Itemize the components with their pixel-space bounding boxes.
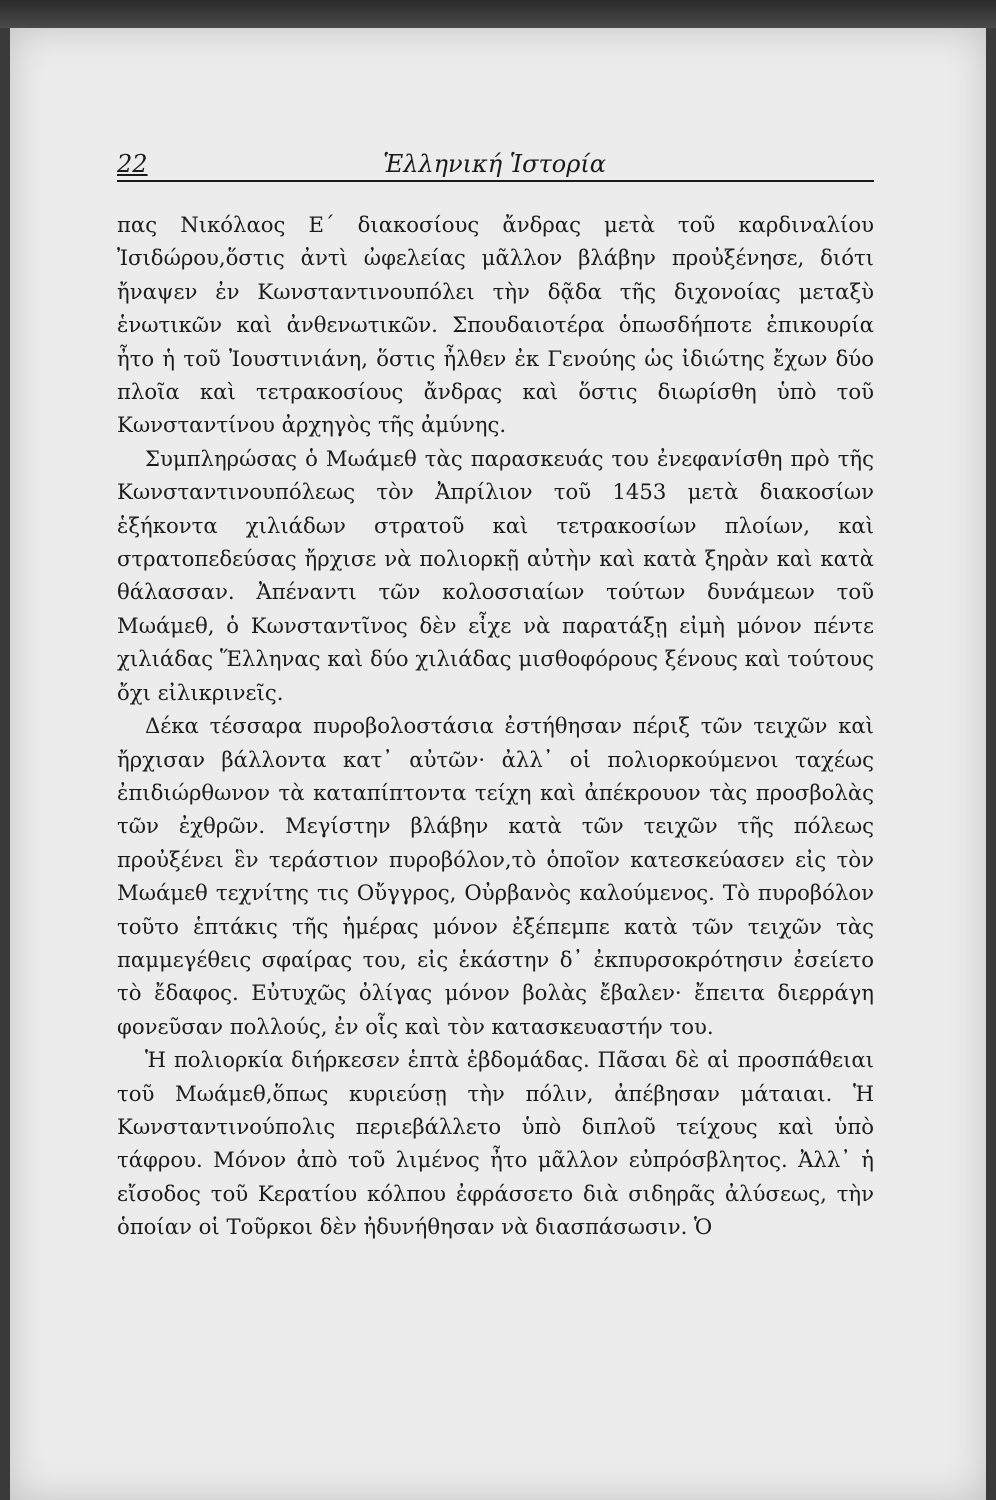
paragraph-2: Συμπληρώσας ὁ Μωάμεθ τὰς παρασκευάς του ἐνεφανίσθη πρὸ τῆς Κωνσταντινουπόλεως τὸν Ἀπρίλιον τοῦ 1453 μετὰ διακοσίων ἑξήκοντα χιλιάδων στρατοῦ καὶ τετρακοσίων πλοίων, καὶ στρατοπεδεύσας ἤρχισε νὰ πολιορκῇ αὐτὴν καὶ κατὰ ξηρὰν καὶ κατὰ θάλασσαν. Ἀπέναντι τῶν κολοσσιαίων τούτων δυνάμεων τοῦ Μωάμεθ, ὁ Κωνσταντῖνος δὲν εἶχε νὰ παρατάξῃ εἰμὴ μόνον πέντε χιλιάδας Ἕλληνας καὶ δύο χιλιάδας μισθοφόρους ξένους καὶ τούτους ὄχι εἰλικρινεῖς. [117,445,874,705]
scan-top-edge [0,0,996,28]
paragraph-3: Δέκα τέσσαρα πυροβολοστάσια ἐστήθησαν πέριξ τῶν τειχῶν καὶ ἤρχισαν βάλλοντα κατ᾽ αὐτῶν· ἀλλ᾽ οἱ πολιορκούμενοι ταχέως ἐπιδιώρθωνον τὰ καταπίπτοντα τείχη καὶ ἀπέκρουον τὰς προσβολὰς τῶν ἐχθρῶν. Μεγίστην βλάβην κατὰ τῶν τειχῶν τῆς πόλεως προὐξένει ἓν τεράστιον πυροβόλον,τὸ ὁποῖον κατεσκεύασεν εἰς τὸν Μωάμεθ τεχνίτης τις Οὔγγρος, Οὐρβανὸς καλούμενος. Τὸ πυροβόλον τοῦτο ἑπτάκις τῆς ἡμέρας μόνον ἐξέπεμπε κατὰ τῶν τειχῶν τὰς παμμεγέθεις σφαίρας του, εἰς ἑκάστην δ᾽ ἐκπυρσοκρότησιν ἐσείετο τὸ ἔδαφος. Εὐτυχῶς ὀλίγας μόνον βολὰς ἔβαλεν· ἔπειτα διερράγη φονεῦσαν πολλούς, ἐν οἷς καὶ τὸν κατασκευαστήν του. [117,713,874,1039]
paragraph-4: Ἡ πολιορκία διήρκεσεν ἑπτὰ ἑβδομάδας. Πᾶσαι δὲ αἱ προσπάθειαι τοῦ Μωάμεθ,ὅπως κυριεύσῃ τὴν πόλιν, ἀπέβησαν μάταιαι. Ἡ Κωνσταντινούπολις περιεβάλλετο ὑπὸ διπλοῦ τείχους καὶ ὑπὸ τάφρου. Μόνον ἀπὸ τοῦ λιμένος ἦτο μᾶλλον εὐπρόσβλητος. Ἀλλ᾽ ἡ εἴσοδος τοῦ Κερατίου κόλπου ἐφράσσετο διὰ σιδηρᾶς ἀλύσεως, τὴν ὁποίαν οἱ Τοῦρκοι δὲν ἠδυνήθησαν νὰ διασπάσωσιν. Ὁ [117,1047,874,1240]
paragraph-1: πας Νικόλαος Ε΄ διακοσίους ἄνδρας μετὰ τοῦ καρδιναλίου Ἰσιδώρου,ὅστις ἀντὶ ὠφελείας μᾶλλον βλάβην προὐξένησε, διότι ἤναψεν ἐν Κωνσταντινουπόλει τὴν δᾷδα τῆς διχονοίας μεταξὺ ἑνωτικῶν καὶ ἀνθενωτικῶν. Σπουδαιοτέρα ὁπωσδήποτε ἐπικουρία ἦτο ἡ τοῦ Ἰουστινιάνη, ὅστις ἦλθεν ἐκ Γενούης ὡς ἰδιώτης ἔχων δύο πλοῖα καὶ τετρακοσίους ἄνδρας καὶ ὅστις διωρίσθη ὑπὸ τοῦ Κωνσταντίνου ἀρχηγὸς τῆς ἀμύνης. [117,212,874,438]
header-rule [117,180,874,182]
running-title: Ἑλληνική Ἱστορία [383,150,606,178]
page-header [117,150,872,184]
body-text [117,208,874,1244]
page-number: 22 [117,150,148,178]
